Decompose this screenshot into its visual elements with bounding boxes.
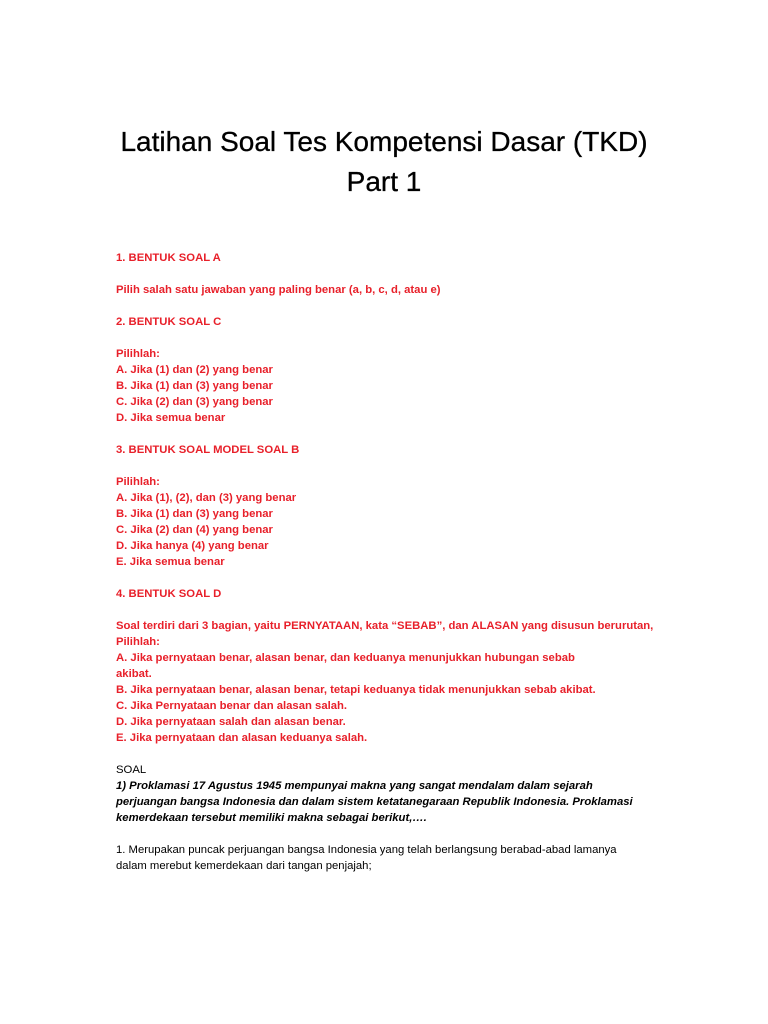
section-2-option: D. Jika semua benar xyxy=(116,412,226,424)
section-3-option: D. Jika hanya (4) yang benar xyxy=(116,540,269,552)
section-2-prompt: Pilihlah: xyxy=(116,348,160,360)
section-3-option: C. Jika (2) dan (4) yang benar xyxy=(116,524,273,536)
question-line: perjuangan bangsa Indonesia dan dalam sistem ketatanegaraan Republik Indonesia. Proklamasi xyxy=(116,796,633,808)
document-body xyxy=(116,250,756,874)
section-4-option: E. Jika pernyataan dan alasan keduanya salah. xyxy=(116,732,368,744)
title-line-1: Latihan Soal Tes Kompetensi Dasar (TKD) xyxy=(120,126,648,157)
section-4-heading: 4. BENTUK SOAL D xyxy=(116,588,222,600)
section-2-option: A. Jika (1) dan (2) yang benar xyxy=(116,364,273,376)
section-3-option: A. Jika (1), (2), dan (3) yang benar xyxy=(116,492,297,504)
document-title xyxy=(0,122,768,202)
answer-line: 1. Merupakan puncak perjuangan bangsa Indonesia yang telah berlangsung berabad-abad lamanya xyxy=(116,844,617,856)
section-4-option: C. Jika Pernyataan benar dan alasan salah. xyxy=(116,700,348,712)
section-4-intro: Soal terdiri dari 3 bagian, yaitu PERNYATAAN, kata “SEBAB”, dan ALASAN yang disusun berurutan, xyxy=(116,620,654,632)
section-2-heading: 2. BENTUK SOAL C xyxy=(116,316,222,328)
section-4-option: B. Jika pernyataan benar, alasan benar, tetapi keduanya tidak menunjukkan sebab akibat. xyxy=(116,684,596,696)
question-line: kemerdekaan tersebut memiliki makna sebagai berikut,…. xyxy=(116,812,427,824)
title-line-2: Part 1 xyxy=(346,166,422,197)
section-4-option: D. Jika pernyataan salah dan alasan benar. xyxy=(116,716,346,728)
section-2-option: C. Jika (2) dan (3) yang benar xyxy=(116,396,273,408)
section-2-option: B. Jika (1) dan (3) yang benar xyxy=(116,380,273,392)
section-1-heading: 1. BENTUK SOAL A xyxy=(116,252,221,264)
soal-label: SOAL xyxy=(116,764,147,776)
section-4-option: A. Jika pernyataan benar, alasan benar, dan keduanya menunjukkan hubungan sebab xyxy=(116,652,575,664)
section-3-heading: 3. BENTUK SOAL MODEL SOAL B xyxy=(116,444,300,456)
question-line: 1) Proklamasi 17 Agustus 1945 mempunyai makna yang sangat mendalam dalam sejarah xyxy=(116,780,593,792)
section-3-option: E. Jika semua benar xyxy=(116,556,225,568)
section-3-option: B. Jika (1) dan (3) yang benar xyxy=(116,508,273,520)
section-4-prompt: Pilihlah: xyxy=(116,636,160,648)
section-3-prompt: Pilihlah: xyxy=(116,476,160,488)
answer-line: dalam merebut kemerdekaan dari tangan penjajah; xyxy=(116,860,372,872)
section-1-instruction: Pilih salah satu jawaban yang paling benar (a, b, c, d, atau e) xyxy=(116,284,441,296)
section-4-option-continued: akibat. xyxy=(116,668,152,680)
